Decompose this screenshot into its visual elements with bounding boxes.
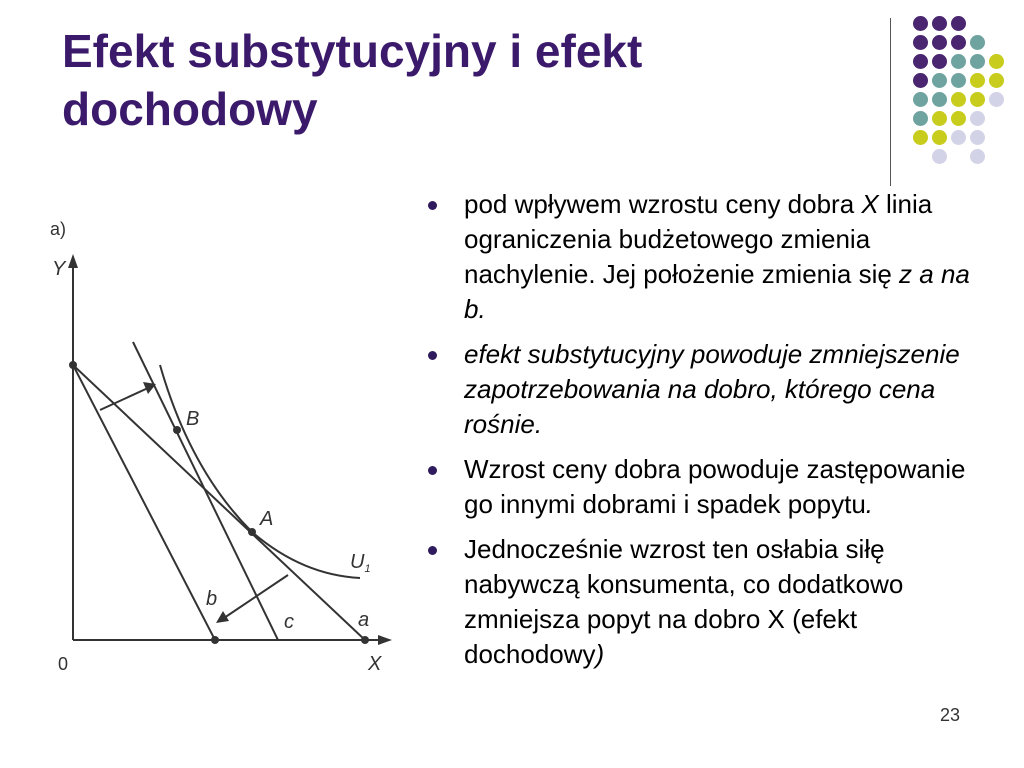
- decorative-dot: [989, 54, 1004, 69]
- y-axis-label: Y: [52, 258, 66, 280]
- y-intercept-point: [69, 361, 77, 369]
- decorative-dot: [913, 130, 928, 145]
- decorative-dot: [970, 73, 985, 88]
- bullet-text-run: z a na b.: [464, 259, 970, 324]
- decorative-dot: [932, 73, 947, 88]
- decorative-dot: [970, 111, 985, 126]
- bullet-text-run: efekt substytucyjny powoduje zmniejszenie zapotrzebowania na dobro, którego cena rośnie.: [464, 339, 960, 439]
- decorative-dot: [932, 35, 947, 50]
- decorative-dot: [932, 92, 947, 107]
- curve-label-main: U: [350, 551, 365, 573]
- page-number: 23: [940, 705, 961, 725]
- bullet-text-run: linia ograniczenia budżetowego zmienia nachylenie. Jej położenie zmienia się: [464, 189, 933, 289]
- decorative-dot: [913, 111, 928, 126]
- decorative-dot: [913, 16, 928, 31]
- panel-label: a): [50, 219, 67, 239]
- decorative-dot: [913, 54, 928, 69]
- bullet-text-run: Jednocześnie wzrost ten osłabia siłę nabywczą konsumenta, co dodatkowo zmniejsza popyt na dobro X (efekt dochodowy: [464, 534, 904, 669]
- bullet-text-run: ): [595, 639, 605, 669]
- title-line-1: Efekt substytucyjny i efekt: [62, 25, 643, 77]
- x-axis-arrowhead: [378, 635, 392, 645]
- decorative-dot: [951, 35, 966, 50]
- decorative-dot: [970, 130, 985, 145]
- title-line-2: dochodowy: [62, 83, 318, 135]
- bullet-text-run: Wzrost ceny dobra powoduje zastępowanie go innymi dobrami i spadek popytu: [464, 454, 966, 519]
- decorative-dot: [951, 16, 966, 31]
- bullet-dot-icon: [428, 546, 437, 555]
- decorative-dot: [932, 54, 947, 69]
- curve-label-subscript: 1: [364, 563, 371, 575]
- decorative-dot: [970, 54, 985, 69]
- decorative-dot: [951, 92, 966, 107]
- indifference-curve-u1: [160, 365, 360, 578]
- bullet-dot-icon: [428, 351, 437, 360]
- decorative-dot: [989, 92, 1004, 107]
- decorative-dot: [932, 16, 947, 31]
- decorative-dot: [932, 111, 947, 126]
- decorative-dot: [932, 130, 947, 145]
- point-a-upper-label: A: [260, 508, 274, 530]
- label-c: c: [284, 611, 294, 633]
- origin-label: 0: [58, 654, 69, 674]
- decorative-dot: [913, 35, 928, 50]
- decorative-dot: [970, 35, 985, 50]
- label-b: b: [206, 588, 218, 610]
- bullet-dot-icon: [428, 466, 437, 475]
- curve-label: [350, 551, 371, 575]
- point-a-axis: [361, 636, 369, 644]
- point-b-upper-label: B: [186, 408, 200, 430]
- budget-line-b: [73, 365, 218, 640]
- decorative-dot: [970, 92, 985, 107]
- decorative-dot: [951, 111, 966, 126]
- bullet-dot-icon: [428, 201, 437, 210]
- shift-arrowhead-upper: [143, 382, 156, 394]
- point-a-upper: [248, 528, 256, 536]
- decorative-dot: [913, 92, 928, 107]
- bullet-item: [428, 532, 988, 672]
- point-b-axis: [211, 636, 219, 644]
- decorative-dot: [951, 73, 966, 88]
- decorative-dot: [951, 130, 966, 145]
- decorative-dot: [970, 149, 985, 164]
- bullet-item: [428, 452, 988, 522]
- bullet-text-run: pod wpływem wzrostu ceny dobra: [464, 189, 862, 219]
- decorative-dot: [913, 73, 928, 88]
- decorative-dot: [932, 149, 947, 164]
- point-b-upper: [173, 426, 181, 434]
- label-a: a: [358, 609, 370, 631]
- bullet-item: [428, 337, 988, 442]
- decorative-dot: [951, 54, 966, 69]
- bullet-text-run: .: [865, 489, 874, 519]
- y-axis-arrowhead: [68, 254, 78, 268]
- shift-arrow-lower: [224, 575, 288, 618]
- decorative-dot: [989, 73, 1004, 88]
- bullet-list: [428, 187, 988, 682]
- bullet-item: [428, 187, 988, 327]
- slide-title: [62, 22, 862, 138]
- budget-constraint-diagram: [40, 210, 410, 680]
- decorative-divider: [890, 18, 891, 186]
- bullet-text-run: X: [861, 189, 879, 219]
- x-axis-label: X: [368, 653, 382, 675]
- budget-line-a: [73, 365, 365, 640]
- shift-arrow-upper: [100, 388, 148, 410]
